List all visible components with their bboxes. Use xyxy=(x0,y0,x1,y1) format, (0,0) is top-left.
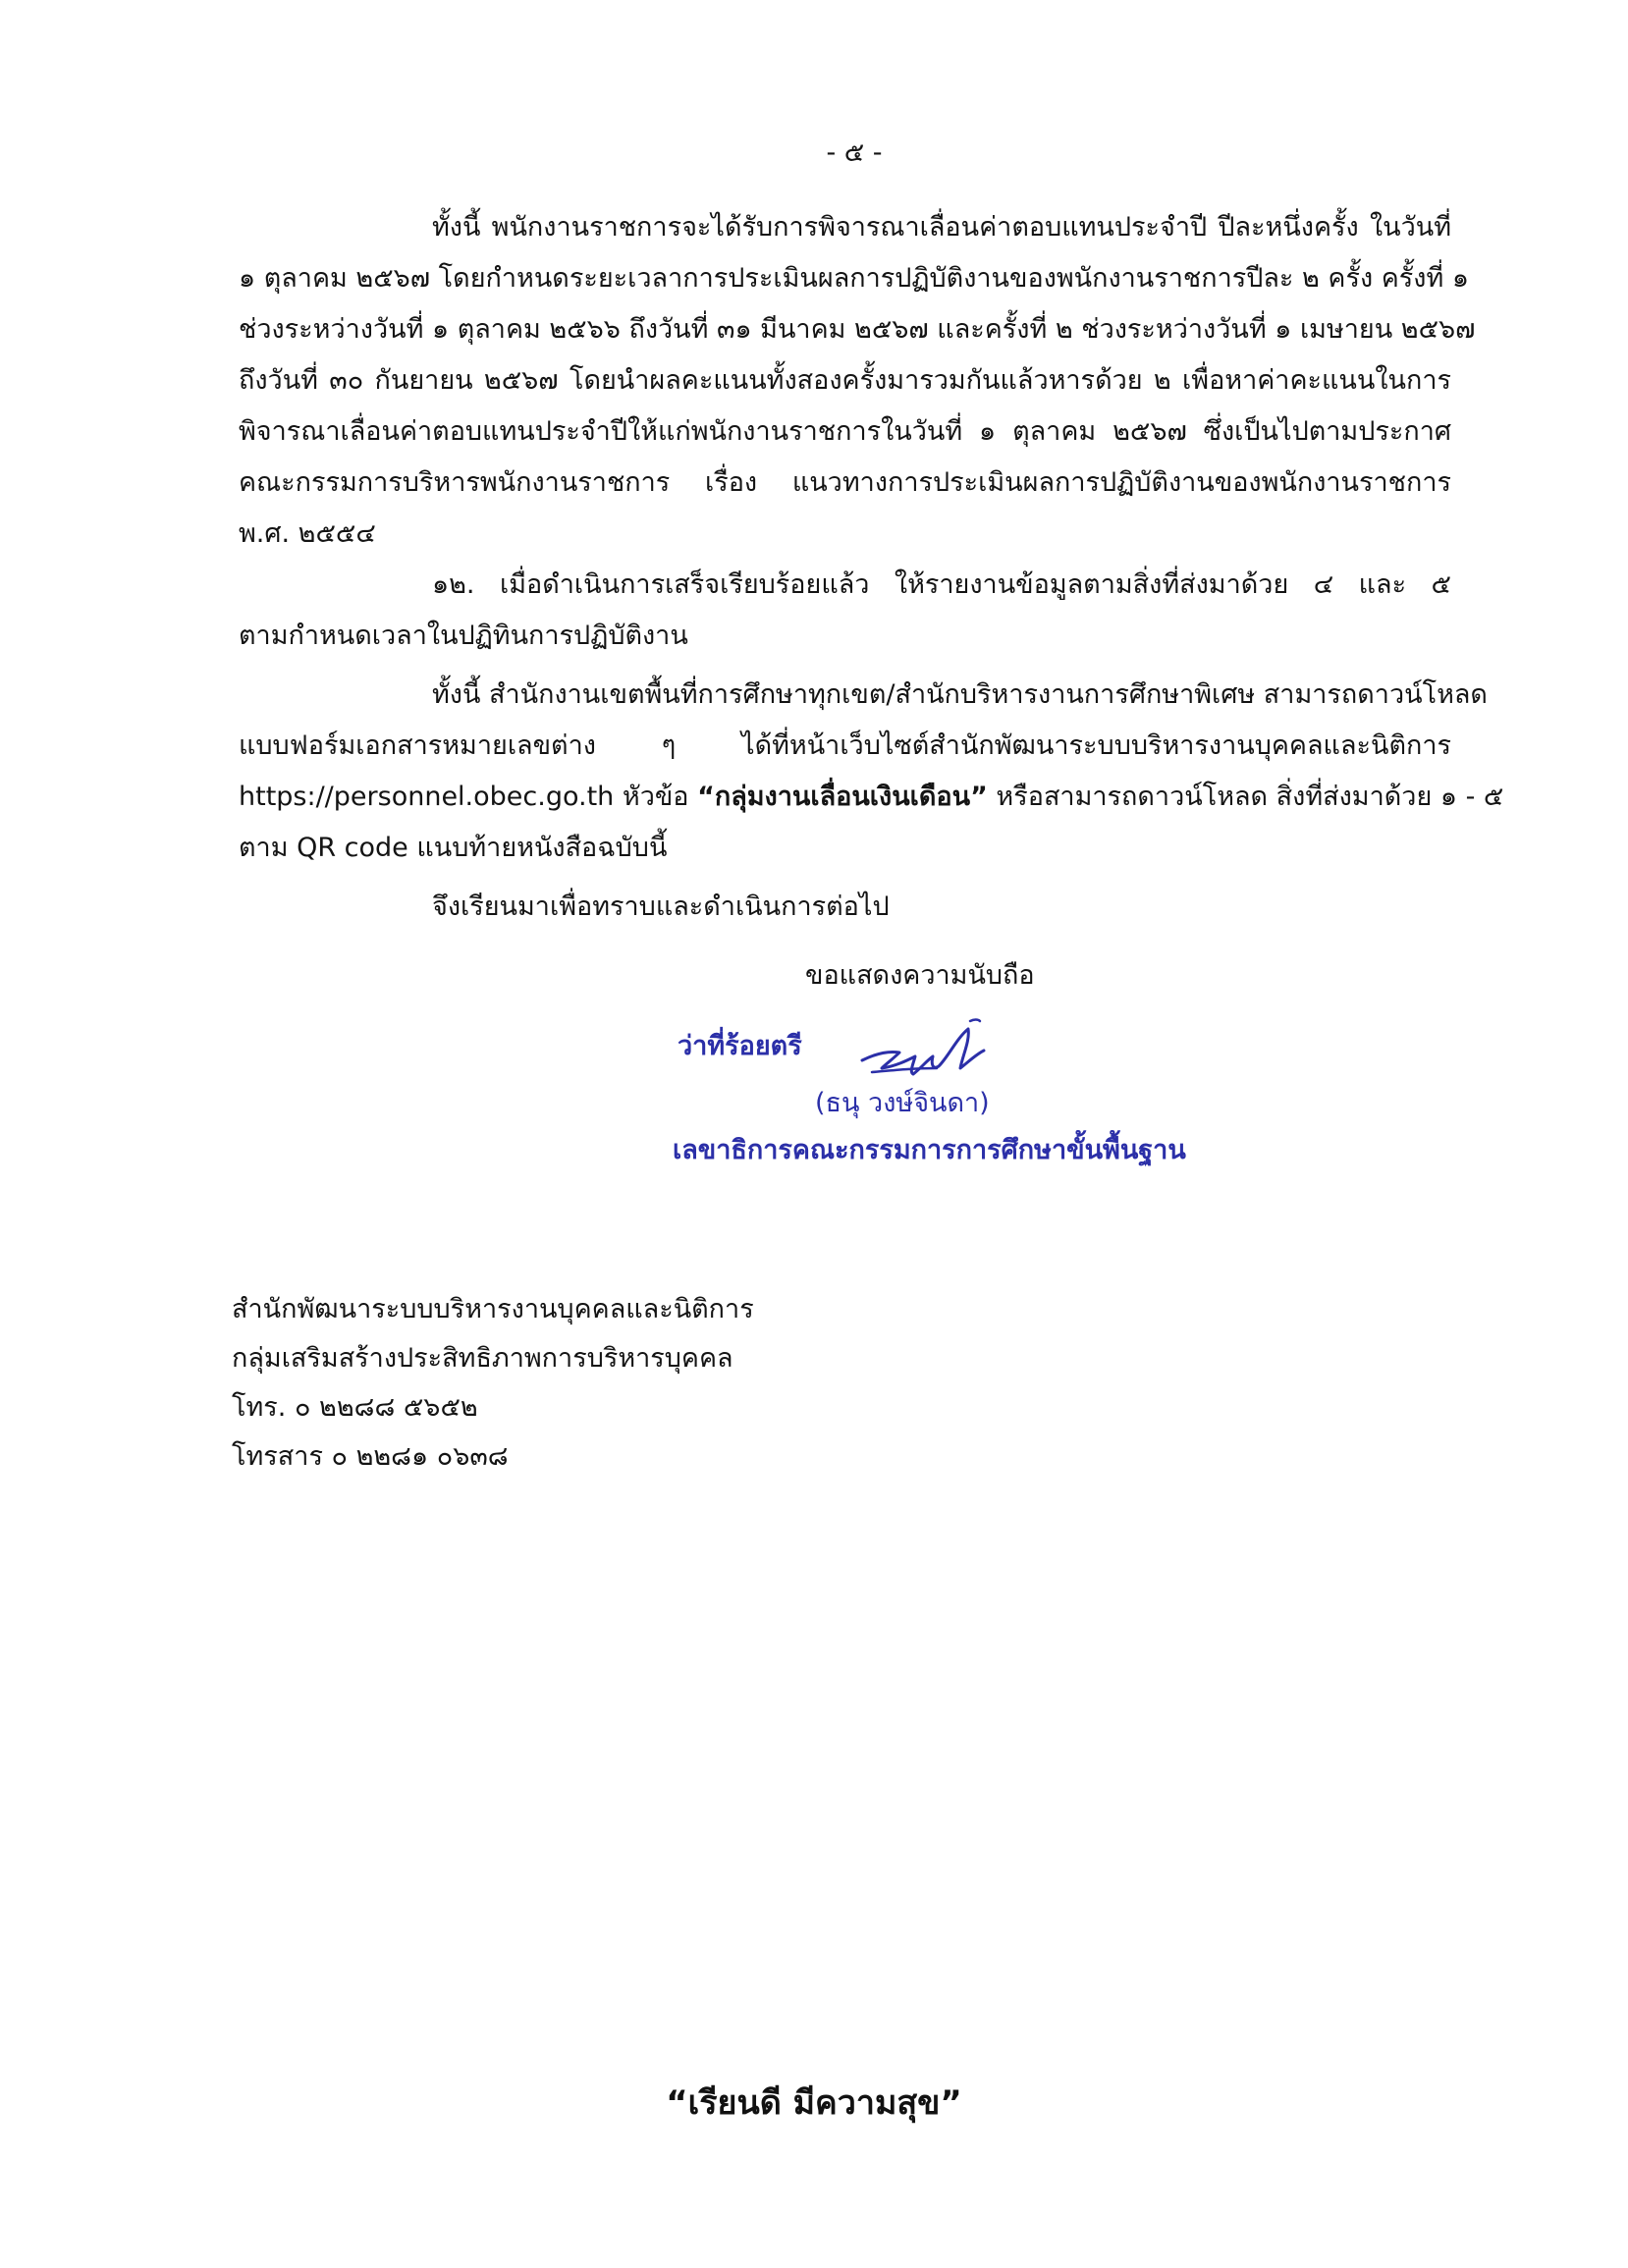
page-number: - ๕ - xyxy=(826,137,883,168)
paragraph3-line1: ทั้งนี้ สำนักงานเขตพื้นที่การศึกษาทุกเขต/สำนักบริหารงานการศึกษาพิเศษ สามารถดาวน์โหลด xyxy=(432,679,1488,710)
paragraph3-line4: ตาม QR code แนบท้ายหนังสือฉบับนี้ xyxy=(239,833,668,863)
topic-name: “กลุ่มงานเลื่อนเงินเดือน” xyxy=(697,782,988,812)
regards-text: ขอแสดงความนับถือ xyxy=(805,960,1035,991)
signer-position: เลขาธิการคณะกรรมการการศึกษาขั้นพื้นฐาน xyxy=(673,1135,1186,1165)
website-url: https://personnel.obec.go.th xyxy=(239,782,615,812)
phone-number: โทร. ๐ ๒๒๘๘ ๕๖๕๒ xyxy=(232,1392,478,1423)
motto: “เรียนดี มีความสุข” xyxy=(666,2083,962,2123)
fax-number: โทรสาร ๐ ๒๒๘๑ ๐๖๓๘ xyxy=(232,1441,509,1472)
paragraph1-line4: ถึงวันที่ ๓๐ กันยายน ๒๕๖๗ โดยนำผลคะแนนทั้งสองครั้งมารวมกันแล้วหารด้วย ๒ เพื่อหาค่าคะแนนในการ xyxy=(239,365,1451,396)
group-name: กลุ่มเสริมสร้างประสิทธิภาพการบริหารบุคคล xyxy=(232,1343,733,1374)
paragraph3-line2: แบบฟอร์มเอกสารหมายเลขต่าง ๆ ได้ที่หน้าเว็บไซต์สำนักพัฒนาระบบบริหารงานบุคคลและนิติการ xyxy=(239,730,1451,761)
topic-prefix: หัวข้อ xyxy=(614,782,698,812)
handwritten-signature xyxy=(854,1017,1021,1086)
paragraph1-line7: พ.ศ. ๒๕๕๔ xyxy=(239,518,376,549)
paragraph3-line3 xyxy=(239,778,1503,817)
signer-rank: ว่าที่ร้อยตรี xyxy=(678,1031,802,1061)
paragraph1-line6: คณะกรรมการบริหารพนักงานราชการ เรื่อง แนวทางการประเมินผลการปฏิบัติงานของพนักงานราชการ xyxy=(239,467,1451,498)
paragraph1-line2: ๑ ตุลาคม ๒๕๖๗ โดยกำหนดระยะเวลาการประเมินผลการปฏิบัติงานของพนักงานราชการปีละ ๒ ครั้ง ครั้งที่ ๑ xyxy=(239,263,1469,294)
closing-line: จึงเรียนมาเพื่อทราบและดำเนินการต่อไป xyxy=(432,891,890,922)
paragraph2-line2: ตามกำหนดเวลาในปฏิทินการปฏิบัติงาน xyxy=(239,621,688,651)
office-name: สำนักพัฒนาระบบบริหารงานบุคคลและนิติการ xyxy=(232,1294,754,1324)
paragraph1-line3: ช่วงระหว่างวันที่ ๑ ตุลาคม ๒๕๖๖ ถึงวันที่ ๓๑ มีนาคม ๒๕๖๗ และครั้งที่ ๒ ช่วงระหว่างวันที่ ๑ เมษายน ๒๕๖๗ xyxy=(239,314,1476,345)
paragraph2-line1: ๑๒. เมื่อดำเนินการเสร็จเรียบร้อยแล้ว ให้รายงานข้อมูลตามสิ่งที่ส่งมาด้วย ๔ และ ๕ xyxy=(432,569,1451,600)
paragraph1-line5: พิจารณาเลื่อนค่าตอบแทนประจำปีให้แก่พนักงานราชการในวันที่ ๑ ตุลาคม ๒๕๖๗ ซึ่งเป็นไปตามประกาศ xyxy=(239,416,1451,447)
line3-suffix: หรือสามารถดาวน์โหลด สิ่งที่ส่งมาด้วย ๑ - ๕ xyxy=(987,782,1504,812)
paragraph1-line1: ทั้งนี้ พนักงานราชการจะได้รับการพิจารณาเลื่อนค่าตอบแทนประจำปี ปีละหนึ่งครั้ง ในวันที่ xyxy=(432,212,1451,243)
signer-name: (ธนุ วงษ์จินดา) xyxy=(815,1088,990,1118)
